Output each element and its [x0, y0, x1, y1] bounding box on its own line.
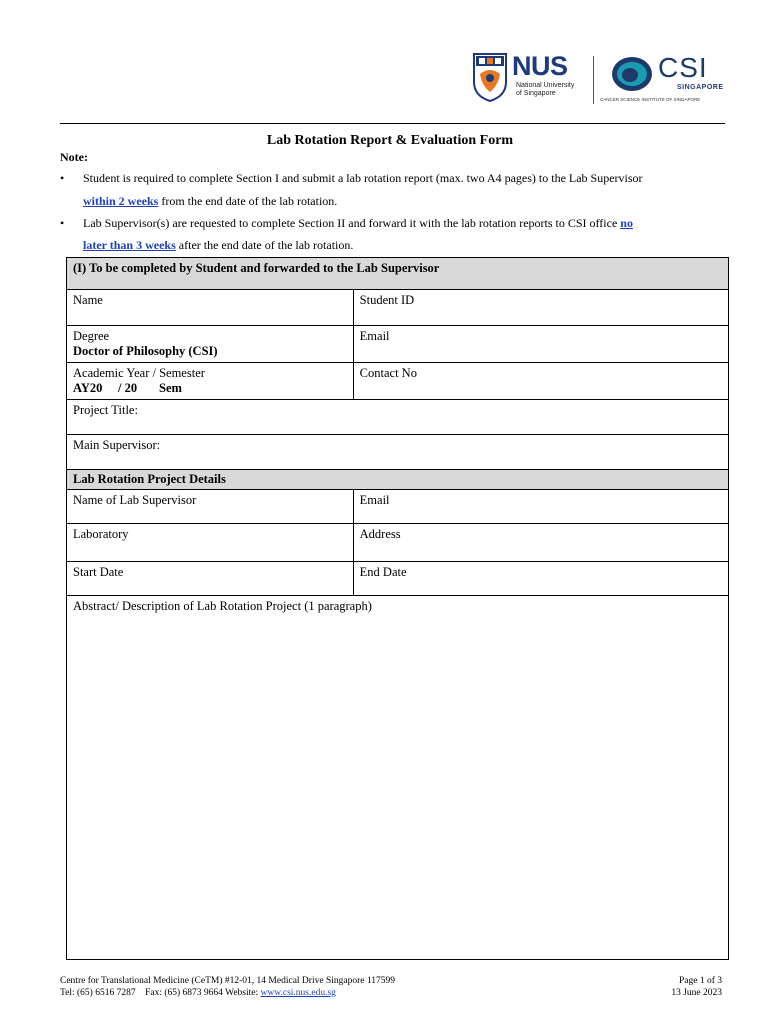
lab-supervisor-label: Name of Lab Supervisor — [73, 493, 197, 507]
laboratory-field[interactable] — [67, 524, 354, 562]
nus-logo-subtitle: National University of Singapore — [516, 82, 575, 97]
end-date-label: End Date — [359, 565, 407, 579]
nus-logo-text: NUS — [512, 51, 568, 81]
bullet-2-line-1: Lab Supervisor(s) are requested to complete Section II and forward it with the lab rotation reports to CSI office no — [83, 216, 633, 230]
csi-logo-text: CSI — [658, 52, 708, 83]
email-label: Email — [359, 329, 390, 343]
degree-label: Degree — [73, 329, 110, 343]
abstract-field[interactable] — [67, 596, 729, 960]
project-details-header: Lab Rotation Project Details — [67, 470, 729, 490]
later-than-3-weeks-link[interactable]: later than 3 weeks — [83, 238, 176, 252]
no-link[interactable]: no — [620, 216, 633, 230]
academic-year-value: AY20 / 20 Sem — [73, 381, 182, 395]
project-title-label: Project Title: — [73, 403, 138, 417]
csi-logo-subtitle: SINGAPORE — [677, 84, 724, 91]
evaluation-form-table — [66, 257, 729, 960]
contact-no-label: Contact No — [359, 366, 417, 380]
csi-ring-icon — [610, 54, 658, 94]
footer-page-block — [671, 975, 722, 999]
header-logos — [472, 52, 732, 108]
lab-email-field[interactable] — [353, 490, 728, 524]
student-id-label: Student ID — [359, 293, 415, 307]
bullet-marker: • — [60, 171, 65, 185]
nus-crest-icon — [472, 52, 508, 102]
lab-email-label: Email — [359, 493, 390, 507]
lab-supervisor-field[interactable] — [67, 490, 354, 524]
bullet-2-line-2: later than 3 weeks after the end date of the lab rotation. — [83, 238, 354, 252]
website-link[interactable]: www.csi.nus.edu.sg — [260, 988, 336, 998]
start-date-label: Start Date — [73, 565, 124, 579]
academic-year-field[interactable] — [67, 363, 354, 400]
abstract-label: Abstract/ Description of Lab Rotation Project (1 paragraph) — [73, 599, 372, 613]
main-supervisor-field[interactable] — [67, 435, 729, 470]
address-label: Address — [359, 527, 401, 541]
address-field[interactable] — [353, 524, 728, 562]
bullet-marker: • — [60, 216, 65, 230]
note-label: Note: — [60, 150, 88, 164]
footer-address: Centre for Translational Medicine (CeTM) #12-01, 14 Medical Drive Singapore 117599 — [60, 976, 395, 986]
degree-value: Doctor of Philosophy (CSI) — [73, 344, 218, 358]
project-title-field[interactable] — [67, 400, 729, 435]
logo-divider — [593, 56, 594, 104]
bullet-1-line-1: Student is required to complete Section I and submit a lab rotation report (max. two A4 pages) to the Lab Supervisor — [83, 171, 643, 185]
end-date-field[interactable] — [353, 562, 728, 596]
laboratory-label: Laboratory — [73, 527, 129, 541]
name-field[interactable] — [67, 290, 354, 326]
footer-contact: Tel: (65) 6516 7287 Fax: (65) 6873 9664 Website: www.csi.nus.edu.sg — [60, 988, 336, 998]
form-title: Lab Rotation Report & Evaluation Form — [266, 133, 514, 148]
section-1-header: (I) To be completed by Student and forwarded to the Lab Supervisor — [67, 258, 729, 290]
start-date-field[interactable] — [67, 562, 354, 596]
student-id-field[interactable] — [353, 290, 728, 326]
footer-address-block — [60, 975, 395, 999]
name-label: Name — [73, 293, 103, 307]
academic-year-label: Academic Year / Semester — [73, 366, 205, 380]
within-2-weeks-link[interactable]: within 2 weeks — [83, 194, 159, 208]
email-field[interactable] — [353, 326, 728, 363]
main-supervisor-label: Main Supervisor: — [73, 438, 161, 452]
bullet-1-line-2: within 2 weeks from the end date of the lab rotation. — [83, 194, 338, 208]
csi-logo-tagline: CANCER SCIENCE INSTITUTE OF SINGAPORE — [600, 97, 701, 102]
page-number: Page 1 of 3 — [678, 976, 722, 986]
contact-no-field[interactable] — [353, 363, 728, 400]
header-rule — [60, 123, 725, 124]
degree-field[interactable] — [67, 326, 354, 363]
revision-date: 13 June 2023 — [671, 988, 722, 998]
